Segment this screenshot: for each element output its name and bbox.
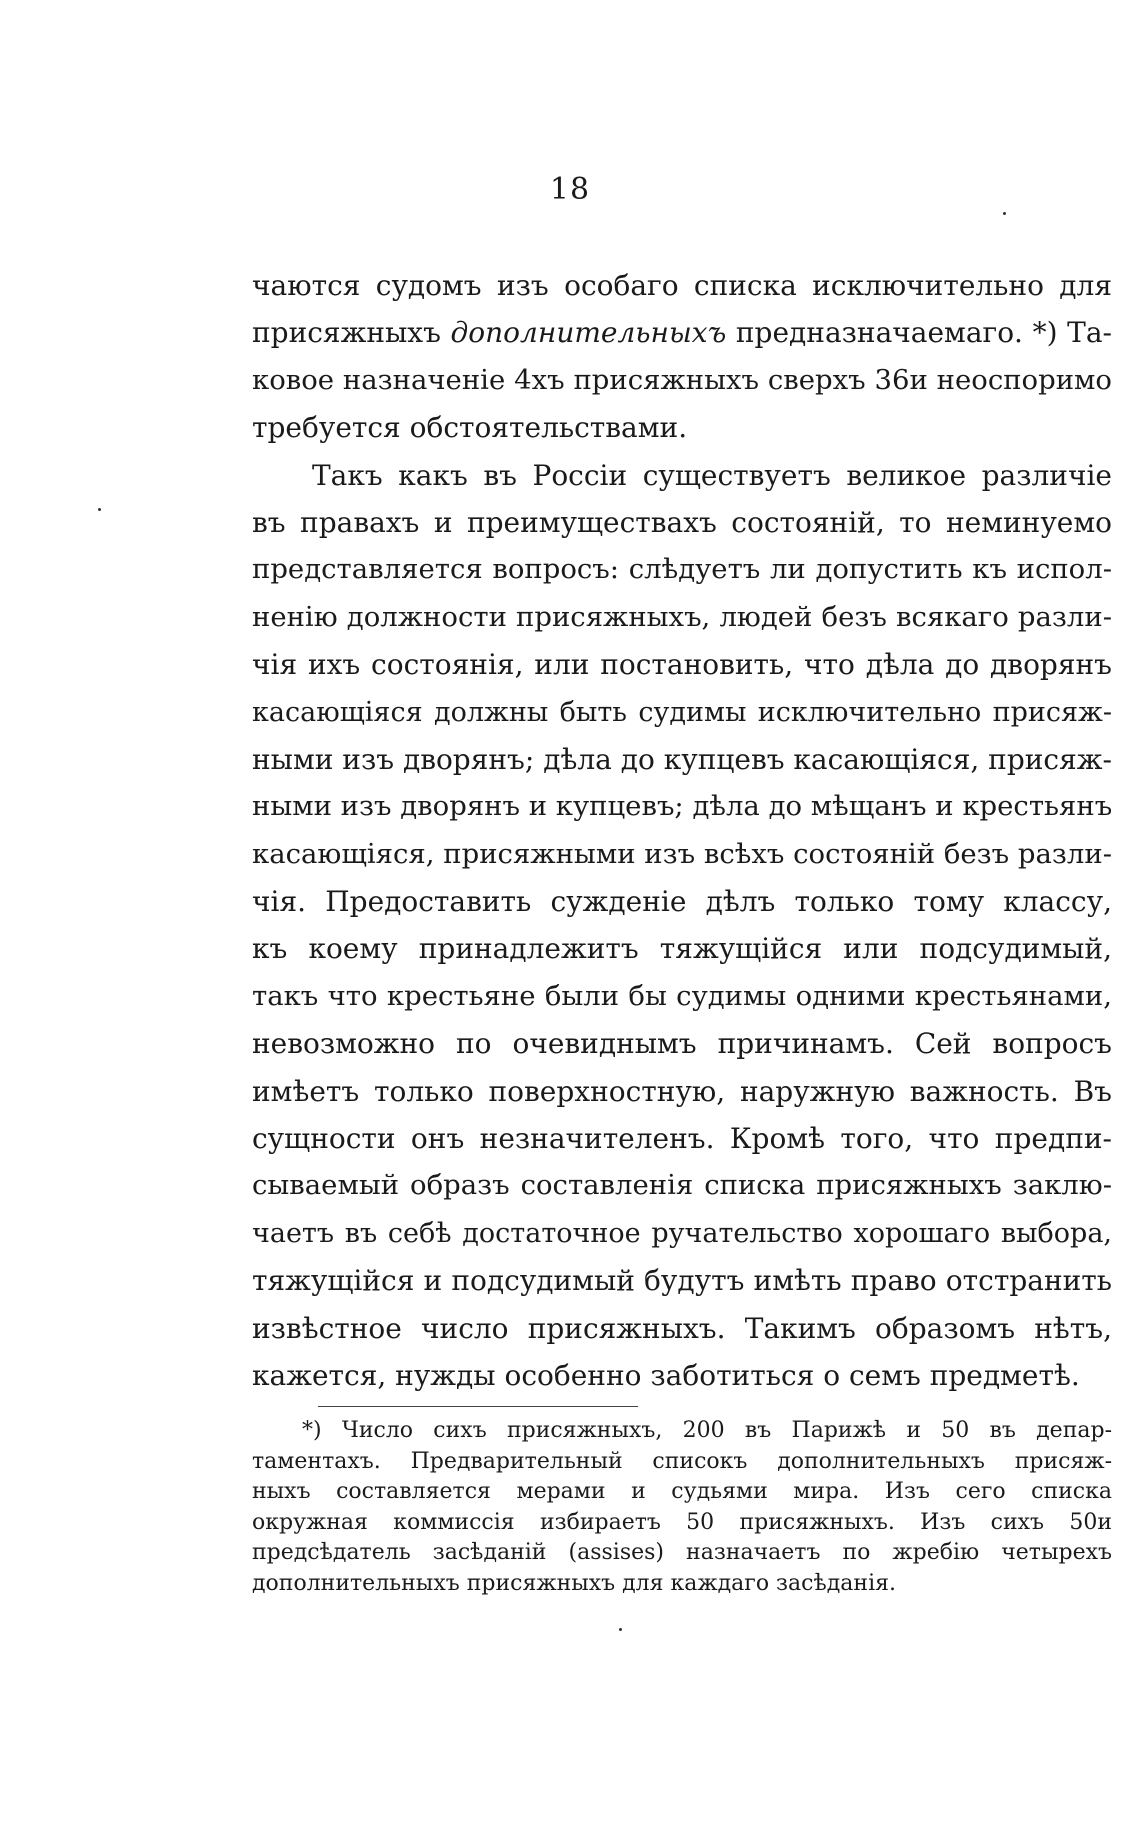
text-line: чаетъ въ себѣ достаточное ручательство хорошаго выбора, (252, 1217, 1112, 1249)
footnote-line: таментахъ. Предварительный списокъ дополнительныхъ присяж- (252, 1448, 1112, 1474)
text-line: такъ что крестьяне были бы судимы одними крестьянами, (252, 979, 1112, 1012)
text-line: невозможно по очевиднымъ причинамъ. Сей вопросъ (252, 1027, 1112, 1061)
text-line: къ коему принадлежитъ тяжущiйся или подсудимый, (252, 932, 1112, 966)
text-line: въ правахъ и преимуществахъ состоянiй, то неминуемо (252, 505, 1112, 539)
text-line: тяжущiйся и подсудимый будутъ имѣть право отстранить (252, 1264, 1112, 1298)
footnote-line: *) Число сихъ присяжныхъ, 200 въ Парижѣ и 50 въ депар- (302, 1418, 1112, 1443)
footnote-line: окружная коммиссiя избираетъ 50 присяжныхъ. Изъ сихъ 50и (252, 1509, 1112, 1535)
text-line: ковое назначенiе 4хъ присяжныхъ сверхъ 36и неоспоримо (252, 363, 1112, 396)
text-line: представляется вопросъ: слѣдуетъ ли допустить къ испол- (252, 553, 1112, 586)
text-line: требуется обстоятельствами. (252, 411, 688, 445)
main-text (252, 262, 1112, 1399)
text-line: касающiяся, присяжными изъ всѣхъ состоянiй безъ разли- (252, 837, 1112, 870)
text-line: имѣетъ только поверхностную, наружную важность. Въ (252, 1074, 1112, 1108)
footnote-line: ныхъ составляется мерами и судьями мира. Изъ сего списка (252, 1479, 1112, 1505)
text-line: извѣстное число присяжныхъ. Такимъ образомъ нѣтъ, (252, 1311, 1112, 1345)
text-line: касающiяся должны быть судимы исключительно присяж- (252, 696, 1112, 728)
text-line: присяжныхъ дополнительныхъ предназначаемаго. *) Та- (252, 316, 1112, 350)
print-speck (1003, 212, 1006, 215)
text-line: чiя ихъ состоянiя, или постановить, что дѣла до дворянъ (252, 648, 1112, 682)
footnote-divider (318, 1406, 638, 1407)
text-line: Такъ какъ въ Россiи существуетъ великое различiе (312, 458, 1112, 492)
text-line: чiя. Предоставить сужденiе дѣлъ только тому классу, (252, 885, 1112, 919)
text-line: кажется, нужды особенно заботиться о семъ предметѣ. (252, 1358, 1080, 1392)
italic-word: дополнительныхъ (450, 316, 727, 350)
text-line: чаются судомъ изъ особаго списка исключительно для (252, 269, 1112, 302)
print-speck (98, 508, 101, 511)
text-line: сываемый образъ составленiя списка присяжныхъ заклю- (252, 1169, 1112, 1202)
footnote-line: предсѣдатель засѣданiй (assises) назначаетъ по жребiю четырехъ (252, 1540, 1112, 1566)
text-line: сущности онъ незначителенъ. Кромѣ того, что предпи- (252, 1122, 1112, 1156)
print-speck (619, 1628, 622, 1631)
footnote (252, 1416, 1112, 1600)
text-line: ненiю должности присяжныхъ, людей безъ всякаго разли- (252, 600, 1112, 633)
footnote-line: дополнительныхъ присяжныхъ для каждаго засѣданiя. (252, 1570, 896, 1596)
text-line: ными изъ дворянъ; дѣла до купцевъ касающiяся, присяж- (252, 742, 1112, 776)
text-line: ными изъ дворянъ и купцевъ; дѣла до мѣщанъ и крестьянъ (252, 790, 1112, 823)
page-number: 18 (549, 172, 591, 207)
